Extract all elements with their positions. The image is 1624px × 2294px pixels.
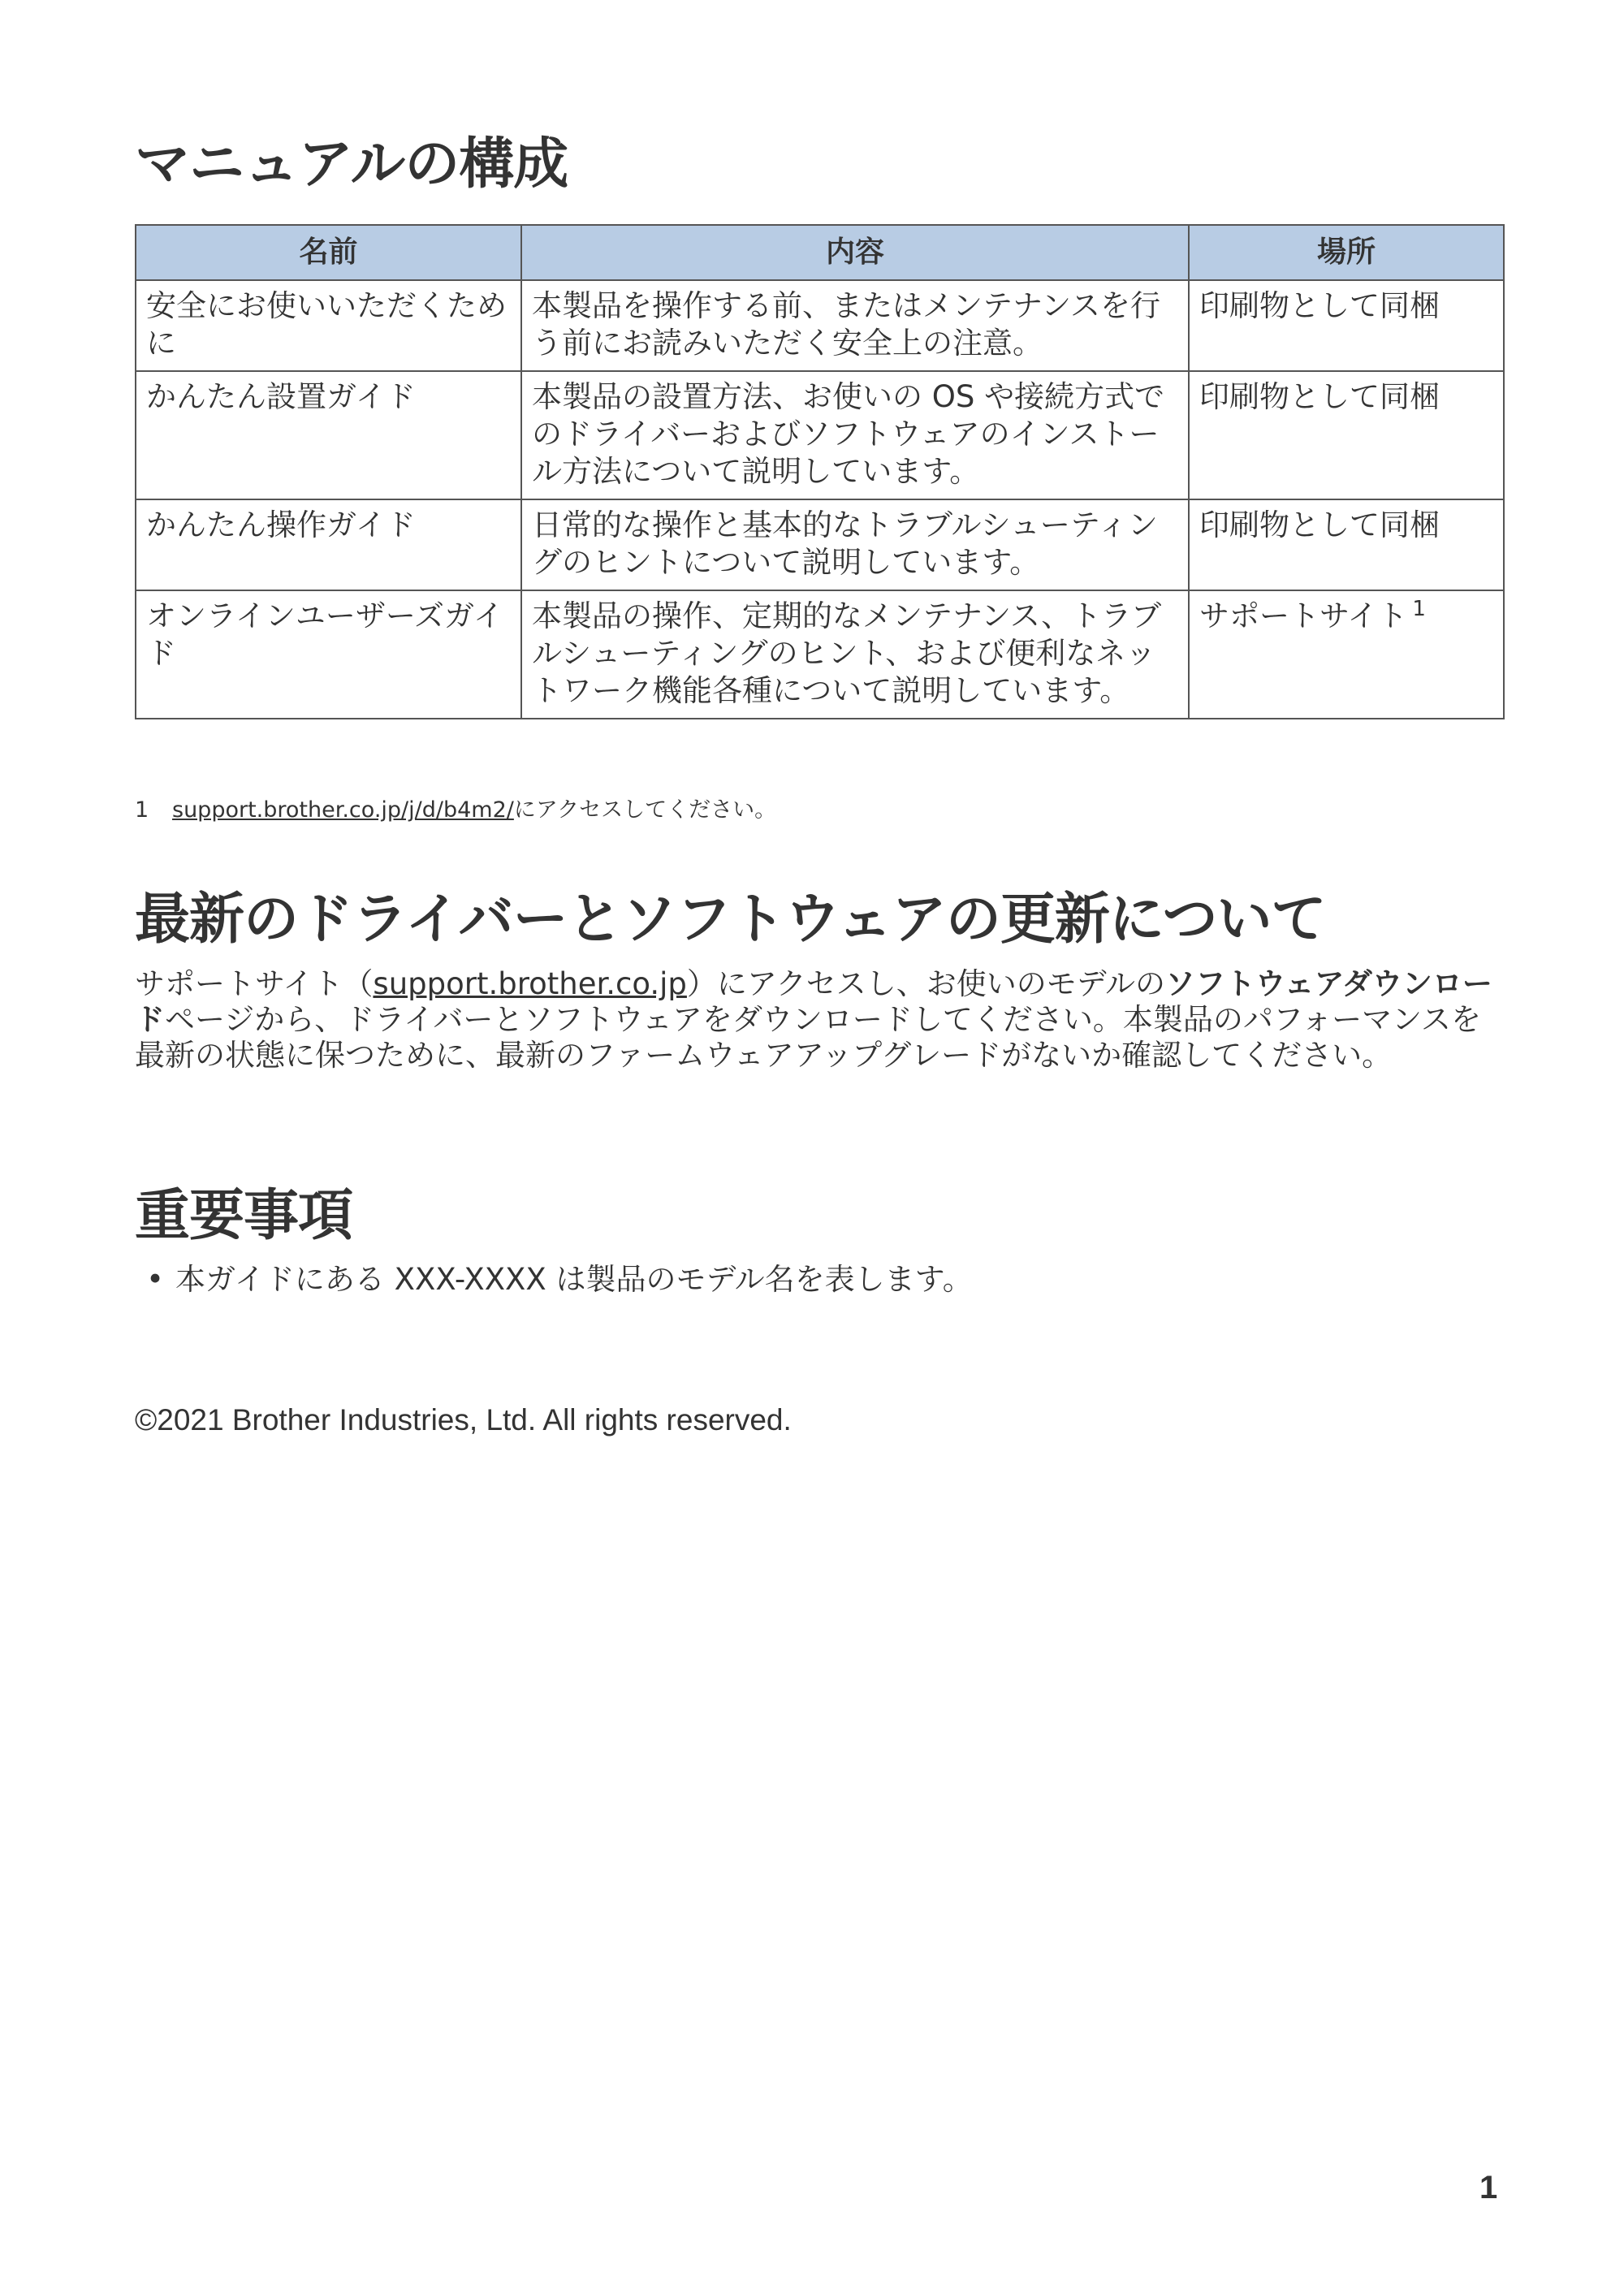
row-content: 本製品を操作する前、またはメンテナンスを行う前にお読みいただく安全上の注意。 <box>521 280 1189 371</box>
table-header-row <box>136 225 1504 280</box>
row-name: 安全にお使いいただくために <box>136 280 521 371</box>
column-header-location: 場所 <box>1189 225 1504 280</box>
paragraph-text: ページから、ドライバーとソフトウェアをダウンロードしてください。本製品のパフォーマンスを最新の状態に保つために、最新のファームウェアアップグレードがないか確認してください。 <box>135 1002 1481 1073</box>
important-list <box>135 1261 973 1298</box>
row-content: 日常的な操作と基本的なトラブルシューティングのヒントについて説明しています。 <box>521 499 1189 590</box>
list-item-text: 本ガイドにある XXX-XXXX は製品のモデル名を表します。 <box>175 1262 973 1297</box>
table-row <box>136 499 1504 590</box>
paragraph-text: サポートサイト（ <box>135 966 374 1001</box>
row-name: オンラインユーザーズガイド <box>136 590 521 719</box>
row-location: 印刷物として同梱 <box>1189 280 1504 371</box>
driver-paragraph <box>135 966 1507 1074</box>
column-header-content: 内容 <box>521 225 1189 280</box>
footnote <box>135 796 776 825</box>
manual-table <box>135 224 1505 719</box>
row-name: かんたん操作ガイド <box>136 499 521 590</box>
important-heading: 重要事項 <box>135 1184 353 1248</box>
row-name: かんたん設置ガイド <box>136 371 521 499</box>
page-number: 1 <box>1479 2170 1498 2205</box>
table-row <box>136 371 1504 499</box>
bullet-icon: • <box>146 1262 164 1297</box>
row-location: 印刷物として同梱 <box>1189 499 1504 590</box>
table-row <box>136 280 1504 371</box>
row-content: 本製品の設置方法、お使いの OS や接続方式でのドライバーおよびソフトウェアのインストール方法について説明しています。 <box>521 371 1189 499</box>
software-download-emphasis: ソフトウェアダウンロード <box>135 966 1492 1037</box>
table-row <box>136 590 1504 719</box>
copyright-notice: ©2021 Brother Industries, Ltd. All rights reserved. <box>135 1403 792 1436</box>
footnote-reference: 1 <box>1412 596 1426 621</box>
footnote-support-link[interactable]: support.brother.co.jp/j/d/b4m2/ <box>172 797 514 823</box>
manual-structure-heading: マニュアルの構成 <box>135 132 568 197</box>
list-item <box>135 1261 973 1298</box>
driver-update-heading: 最新のドライバーとソフトウェアの更新について <box>135 888 1326 952</box>
row-content: 本製品の操作、定期的なメンテナンス、トラブルシューティングのヒント、および便利なネットワーク機能各種について説明しています。 <box>521 590 1189 719</box>
footnote-text: にアクセスしてください。 <box>513 797 777 823</box>
row-location <box>1189 590 1504 719</box>
row-location: 印刷物として同梱 <box>1189 371 1504 499</box>
location-text: サポートサイト <box>1199 598 1408 633</box>
column-header-name: 名前 <box>136 225 521 280</box>
support-site-link[interactable]: support.brother.co.jp <box>373 966 687 1001</box>
footnote-number: 1 <box>135 797 149 823</box>
paragraph-text: ）にアクセスし、お使いのモデルの <box>686 966 1165 1001</box>
